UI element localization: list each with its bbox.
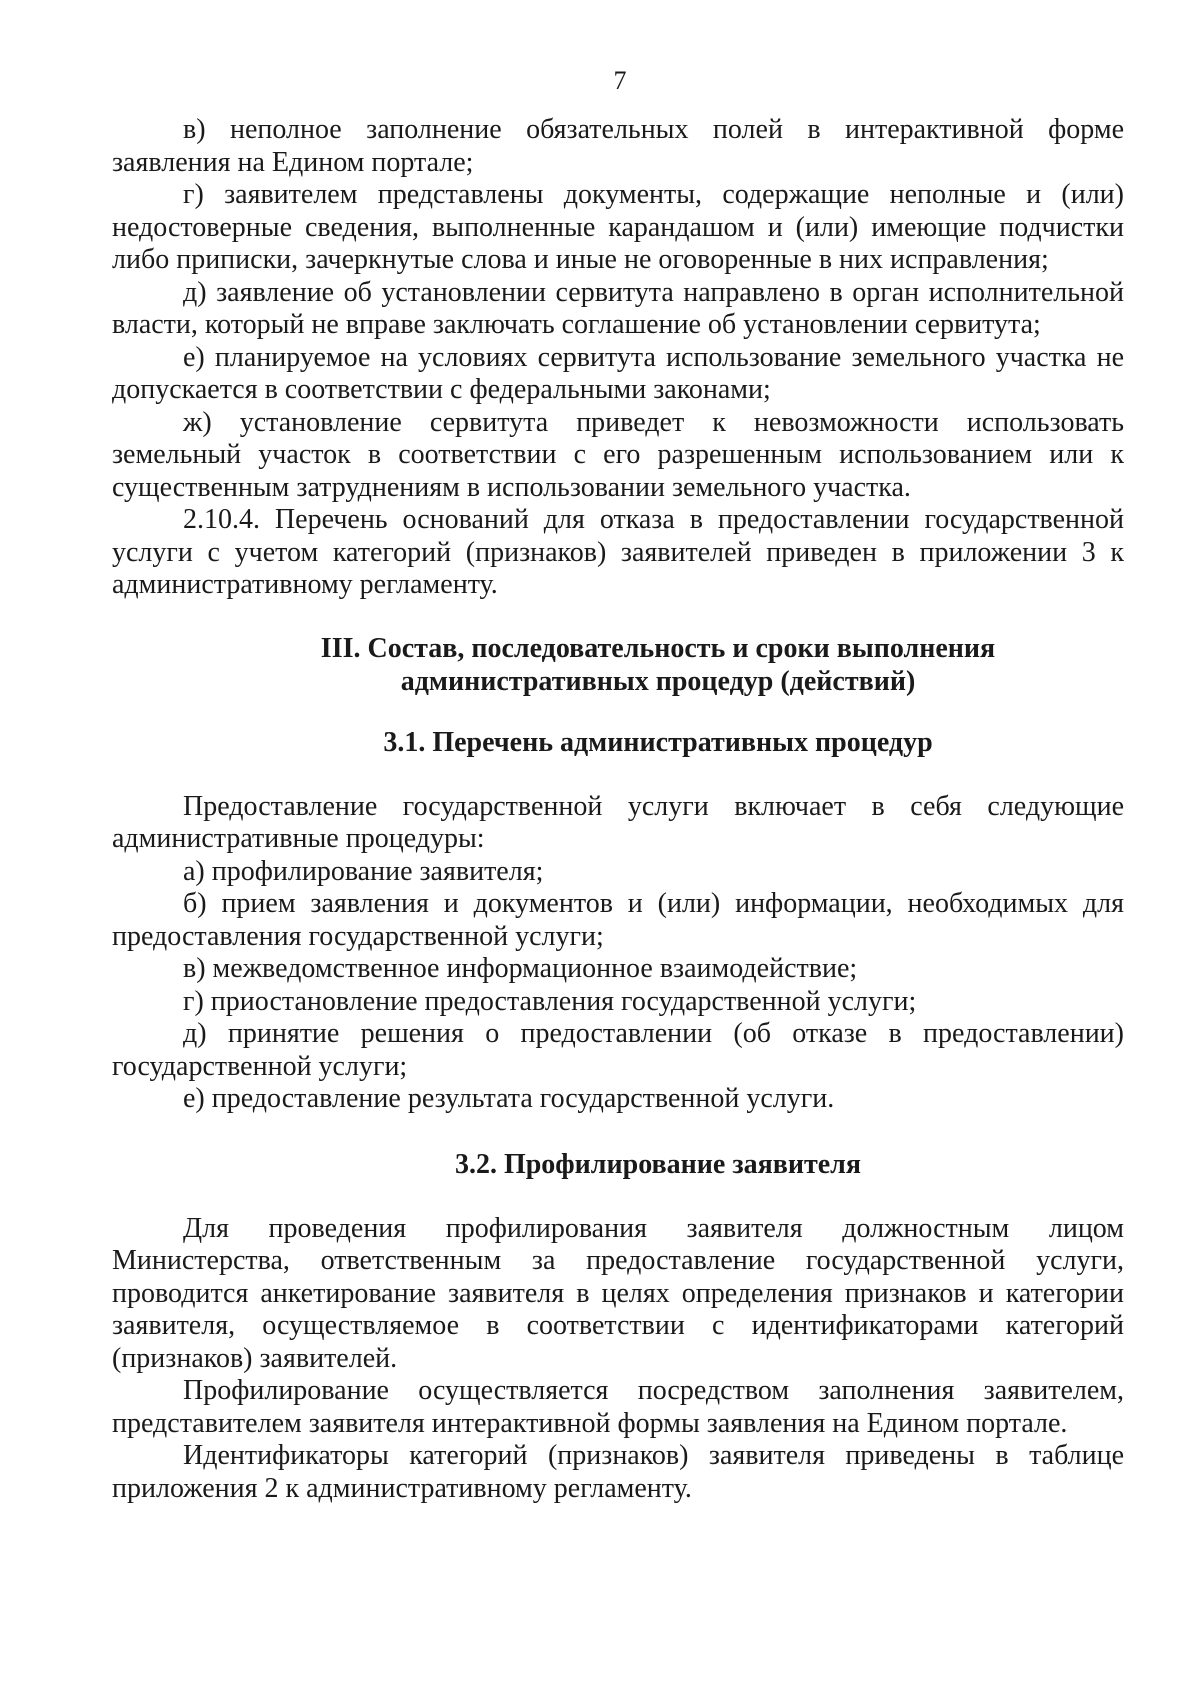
paragraph-item-v: в) неполное заполнение обязательных полей в интерактивной форме заявления на Едином портале; <box>112 114 1124 178</box>
page-number: 7 <box>613 66 627 95</box>
procedure-item-v: в) межведомственное информационное взаимодействие; <box>183 953 858 984</box>
procedure-item-b: б) прием заявления и документов и (или) информации, необходимых для предоставления государственной услуги; <box>112 888 1124 952</box>
paragraph-profiling-2: Профилирование осуществляется посредством заполнения заявителем, представителем заявителя интерактивной формы заявления на Едином портале. <box>112 1375 1124 1439</box>
paragraph-profiling-1: Для проведения профилирования заявителя должностным лицом Министерства, ответственным за предоставление государственной услуги, проводится анкетирование заявителя в целях определения признаков и категории заявителя, осуществляемое в соответствии с идентификаторами категорий (признаков) заявителей. <box>112 1212 1124 1374</box>
paragraph-profiling-3: Идентификаторы категорий (признаков) заявителя приведены в таблице приложения 2 к административному регламенту. <box>112 1440 1124 1504</box>
section-3-heading-line2: административных процедур (действий) <box>400 665 916 697</box>
paragraph-item-e: е) планируемое на условиях сервитута использование земельного участка не допускается в соответствии с федеральными законами; <box>112 341 1124 405</box>
procedure-item-d: д) принятие решения о предоставлении (об отказе в предоставлении) государственной услуги; <box>112 1018 1124 1082</box>
paragraph-2-10-4: 2.10.4. Перечень оснований для отказа в предоставлении государственной услуги с учетом категорий (признаков) заявителей приведен в приложении 3 к административному регламенту. <box>112 504 1124 600</box>
document-body <box>112 114 1124 1505</box>
subsection-3-2-heading: 3.2. Профилирование заявителя <box>454 1148 862 1180</box>
section-3-heading-line1: III. Состав, последовательность и сроки выполнения <box>320 632 996 664</box>
paragraph-procedures-intro: Предоставление государственной услуги включает в себя следующие административные процедуры: <box>112 790 1124 854</box>
procedure-item-e: е) предоставление результата государственной услуги. <box>183 1083 835 1114</box>
procedure-item-a: а) профилирование заявителя; <box>183 855 544 887</box>
subsection-3-1-heading: 3.1. Перечень административных процедур <box>383 726 933 758</box>
paragraph-item-d: д) заявление об установлении сервитута направлено в орган исполнительной власти, который не вправе заключать соглашение об установлении сервитута; <box>112 276 1124 340</box>
paragraph-item-g: г) заявителем представлены документы, содержащие неполные и (или) недостоверные сведения, выполненные карандашом и (или) имеющие подчистки либо приписки, зачеркнутые слова и иные не оговоренные в них исправления; <box>112 179 1124 275</box>
paragraph-item-zh: ж) установление сервитута приведет к невозможности использовать земельный участок в соответствии с его разрешенным использованием или к существенным затруднениям в использовании земельного участка. <box>112 406 1124 503</box>
section-3-heading <box>112 632 1124 698</box>
procedure-item-g: г) приостановление предоставления государственной услуги; <box>183 985 917 1017</box>
